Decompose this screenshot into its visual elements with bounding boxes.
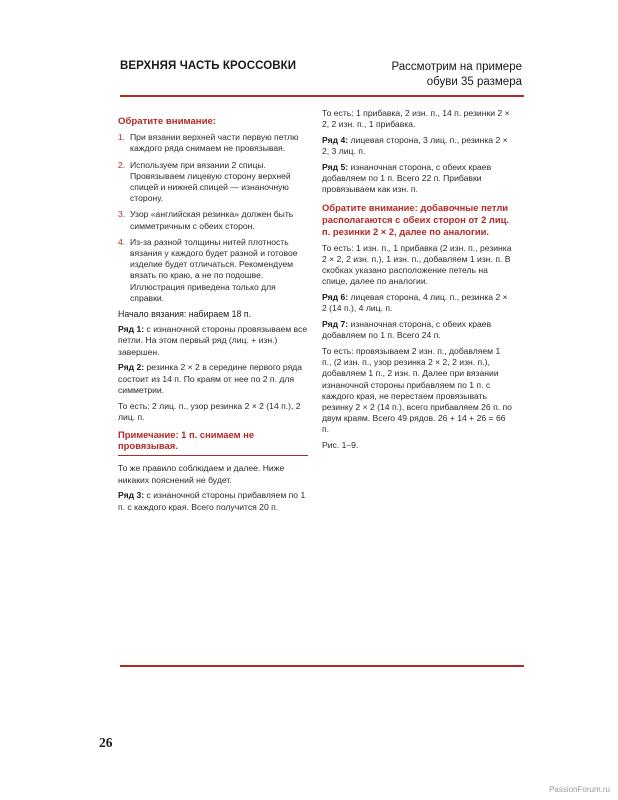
row-7-paragraph — [322, 319, 512, 341]
list-item-text: Узор «английская резинка» должен быть симметричным с обеих сторон. — [130, 209, 294, 231]
row-1-text: с изнаночной стороны провязываем все петли. На этом первый ряд (лиц. + изн.) завершен. — [118, 324, 308, 357]
row-1-label: Ряд 1: — [118, 324, 145, 335]
list-item — [118, 237, 308, 304]
row-2-text: резинка 2 × 2 в середине первого ряда состоит из 14 п. По краям от нее по 2 п. для симметрии. — [118, 362, 303, 395]
row-4-paragraph — [322, 135, 512, 157]
row-6-text: лицевая сторона, 4 лиц. п., резинка 2 × 2 (14 п.), 4 лиц. п. — [322, 292, 508, 314]
left-column — [118, 108, 308, 517]
section-reference-line1: Рассмотрим на примере — [391, 61, 522, 73]
row-4-text: лицевая сторона, 3 лиц. п., резинка 2 × 2, 3 лиц. п. — [322, 135, 508, 157]
row-6-label: Ряд 6: — [322, 292, 349, 303]
list-item-number: 3. — [118, 209, 126, 220]
section-reference-line2: обуви 35 размера — [426, 76, 522, 88]
row-3-explanation: То есть: 1 прибавка, 2 изн. п., 14 п. резинки 2 × 2, 2 изн. п., 1 прибавка. — [322, 108, 510, 130]
start-knitting: Начало вязания: набираем 18 п. — [118, 309, 252, 320]
list-item — [118, 132, 308, 154]
row-7-explanation: То есть: провязываем 2 изн. п., добавляем 1 п., (2 изн. п., узор резинка 2 × 2, 2 изн. п.), добавляем 1 п., 2 изн. п. Далее при вязании изнаночной стороны прибавляем по 1 п. с каждого края, не перестаем провязывать резинку 2 × 2 (14 п.), всего прибавляем 26 п. по двум краям. Всего 49 рядов. 26 + 14 + 26 = 66 п. — [322, 346, 512, 435]
watermark: PassionForum.ru — [549, 785, 610, 794]
row-5-text: изнаночная сторона, с обеих краев добавляем по 1 п. Всего 22 п. Прибавки провязываем как изн. п. — [322, 162, 492, 195]
list-item-number: 1. — [118, 132, 126, 143]
running-title: ВЕРХНЯЯ ЧАСТЬ КРОССОВКИ — [120, 60, 297, 72]
header-rule — [120, 95, 524, 97]
section-reference — [372, 60, 522, 90]
attention-heading: Обратите внимание: — [118, 116, 216, 127]
attention-list — [118, 132, 308, 304]
row-2-explanation: То есть: 2 лиц. п., узор резинка 2 × 2 (14 п.), 2 лиц. п. — [118, 400, 301, 422]
list-item-text: Из-за разной толщины нитей плотность вязания у каждого будет разной и готовое изделие будет отличаться. Рекомендуем вязать по краю, а не по подошве. Иллюстрация приведена только для справки. — [130, 236, 298, 303]
row-4-label: Ряд 4: — [322, 135, 349, 145]
note-box: Примечание: 1 п. снимаем не провязывая. — [118, 429, 308, 456]
list-item-text: Используем при вязании 2 спицы. Провязываем лицевую сторону верхней спицей и нижней спицей — изнаночную сторону. — [130, 159, 291, 204]
row-5-label: Ряд 5: — [322, 162, 349, 172]
right-column — [322, 108, 512, 456]
list-item-number: 2. — [118, 159, 126, 170]
row-3-text: с изнаночной стороны прибавляем по 1 п. с каждого края. Всего получится 20 п. — [118, 490, 306, 512]
footer-rule — [120, 665, 524, 667]
row-2-label: Ряд 2: — [118, 362, 145, 373]
figure-reference: Рис. 1–9. — [322, 440, 359, 451]
attention-note-lead: Обратите внимание: — [322, 201, 418, 213]
row-5-explanation: То есть: 1 изн. п., 1 прибавка (2 изн. п., резинка 2 × 2, 2 изн. п.), 1 изн. п., добавляем 1 изн. п. В скобках указано расположение петель на спице, далее по аналогии. — [322, 242, 512, 287]
attention-note — [322, 202, 512, 238]
list-item-number: 4. — [118, 236, 126, 247]
row-5-paragraph — [322, 162, 512, 196]
row-7-text: изнаночная сторона, с обеих краев добавляем по 1 п. Всего 24 п. — [322, 319, 492, 341]
attention-note-text: добавочные петли располагаются с обеих сторон от 2 лиц. п. резинки 2 × 2, далее по аналогии. — [322, 201, 509, 237]
list-item-text: При вязании верхней части первую петлю каждого ряда снимаем не провязывая. — [130, 132, 299, 154]
row-3-paragraph — [118, 490, 308, 512]
row-2-paragraph — [118, 362, 308, 396]
list-item — [118, 209, 308, 231]
note-followup: То же правило соблюдаем и далее. Ниже никаких пояснений не будет. — [118, 463, 285, 485]
row-1-paragraph — [118, 324, 308, 358]
row-3-label: Ряд 3: — [118, 490, 145, 501]
list-item — [118, 160, 308, 205]
page-number: 26 — [99, 735, 113, 750]
row-6-paragraph — [322, 292, 512, 314]
row-7-label: Ряд 7: — [322, 319, 349, 330]
